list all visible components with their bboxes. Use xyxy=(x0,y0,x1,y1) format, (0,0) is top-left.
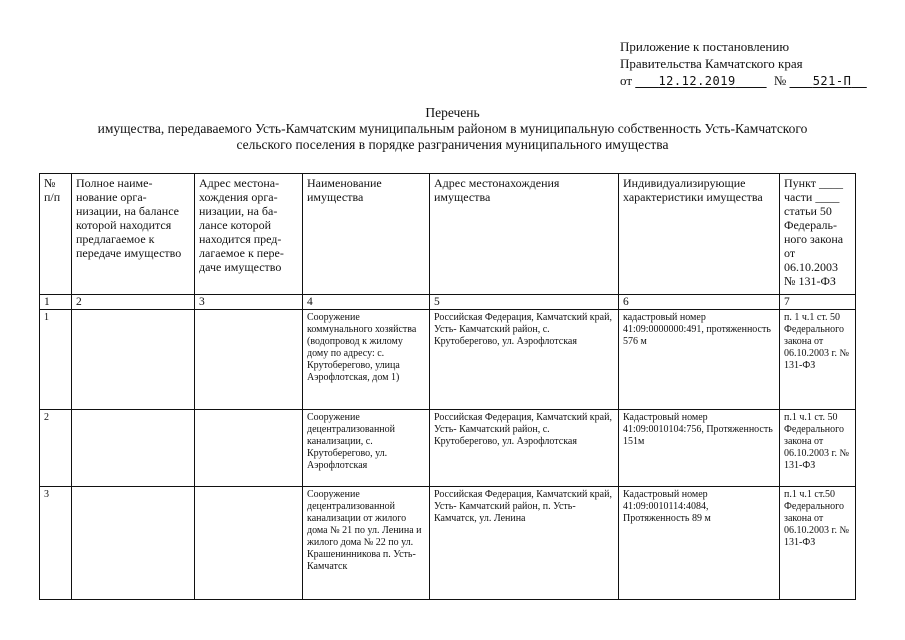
table-header-row xyxy=(40,174,856,295)
row-law-article: п.1 ч.1 ст. 50 Федерального закона от 06.10.2003 г. № 131-ФЗ xyxy=(780,410,856,487)
row-property-address: Российская Федерация, Камчатский край, Усть- Камчатский район, п. Усть-Камчатск, ул. Ленина xyxy=(430,487,619,600)
row-property-name: Сооружение децентрализованной канализации, с. Крутоберегово, ул. Аэрофлотская xyxy=(303,410,430,487)
column-number: 2 xyxy=(72,295,195,310)
row-property-name: Сооружение децентрализованной канализации от жилого дома № 21 по ул. Ленина и жилого дома № 22 по ул. Крашенинникова п. Усть-Камчатск xyxy=(303,487,430,600)
row-law-article: п. 1 ч.1 ст. 50 Федерального закона от 06.10.2003 г. № 131-ФЗ xyxy=(780,310,856,410)
header-number: № п/п xyxy=(40,174,72,295)
date-prefix: от xyxy=(620,73,633,88)
column-number-row xyxy=(40,295,856,310)
title-line-1: Перечень xyxy=(425,105,480,120)
document-title xyxy=(0,105,905,153)
row-number: 2 xyxy=(40,410,72,487)
approval-line-2: Правительства Камчатского края xyxy=(620,56,803,71)
column-number: 5 xyxy=(430,295,619,310)
header-organization: Полное наиме-нование орга-низации, на балансе которой находится предлагаемое к передаче имущество xyxy=(72,174,195,295)
column-number: 6 xyxy=(619,295,780,310)
table-row xyxy=(40,310,856,410)
row-organization xyxy=(72,410,195,487)
column-number: 1 xyxy=(40,295,72,310)
row-number: 3 xyxy=(40,487,72,600)
row-property-address: Российская Федерация, Камчатский край, Усть- Камчатский район, с. Крутоберегово, ул. Аэрофлотская xyxy=(430,310,619,410)
column-number: 4 xyxy=(303,295,430,310)
column-number: 3 xyxy=(195,295,303,310)
row-property-address: Российская Федерация, Камчатский край, Усть- Камчатский район, с. Крутоберегово, ул. Аэрофлотская xyxy=(430,410,619,487)
row-characteristics: кадастровый номер 41:09:0000000:491, протяженность 576 м xyxy=(619,310,780,410)
title-line-3: сельского поселения в порядке разграничения муниципального имущества xyxy=(236,137,669,152)
table-row xyxy=(40,487,856,600)
row-organization xyxy=(72,310,195,410)
row-organization-address xyxy=(195,410,303,487)
approval-stamp xyxy=(620,38,890,90)
row-organization-address xyxy=(195,487,303,600)
header-law-article: Пункт ____ части ____ статьи 50 Федераль-ного закона от 06.10.2003 № 131-ФЗ xyxy=(780,174,856,295)
column-number: 7 xyxy=(780,295,856,310)
row-characteristics: Кадастровый номер 41:09:0010104:756, Протяженность 151м xyxy=(619,410,780,487)
row-organization-address xyxy=(195,310,303,410)
table-row xyxy=(40,410,856,487)
header-property-name: Наименование имущества xyxy=(303,174,430,295)
approval-date-line xyxy=(620,72,890,90)
row-number: 1 xyxy=(40,310,72,410)
row-organization xyxy=(72,487,195,600)
row-law-article: п.1 ч.1 ст.50 Федерального закона от 06.10.2003 г. № 131-ФЗ xyxy=(780,487,856,600)
number-prefix: № xyxy=(773,73,787,88)
row-characteristics: Кадастровый номер 41:09:0010114:4084, Протяженность 89 м xyxy=(619,487,780,600)
property-table xyxy=(39,173,856,600)
title-line-2: имущества, передаваемого Усть-Камчатским муниципальным районом в муниципальную собственность Усть-Камчатского xyxy=(97,121,808,136)
header-characteristics: Индивидуализирующие характеристики имущества xyxy=(619,174,780,295)
resolution-date: 12.12.2019 xyxy=(658,74,736,88)
header-organization-address: Адрес местона-хождения орга-низации, на ба-лансе которой находится пред-лагаемое к пере-даче имущество xyxy=(195,174,303,295)
approval-line-1: Приложение к постановлению xyxy=(620,39,790,54)
header-property-address: Адрес местонахождения имущества xyxy=(430,174,619,295)
resolution-number: 521-П xyxy=(812,74,852,88)
row-property-name: Сооружение коммунального хозяйства (водопровод к жилому дому по адресу: с. Крутоберегово, улица Аэрофлотская, дом 1) xyxy=(303,310,430,410)
